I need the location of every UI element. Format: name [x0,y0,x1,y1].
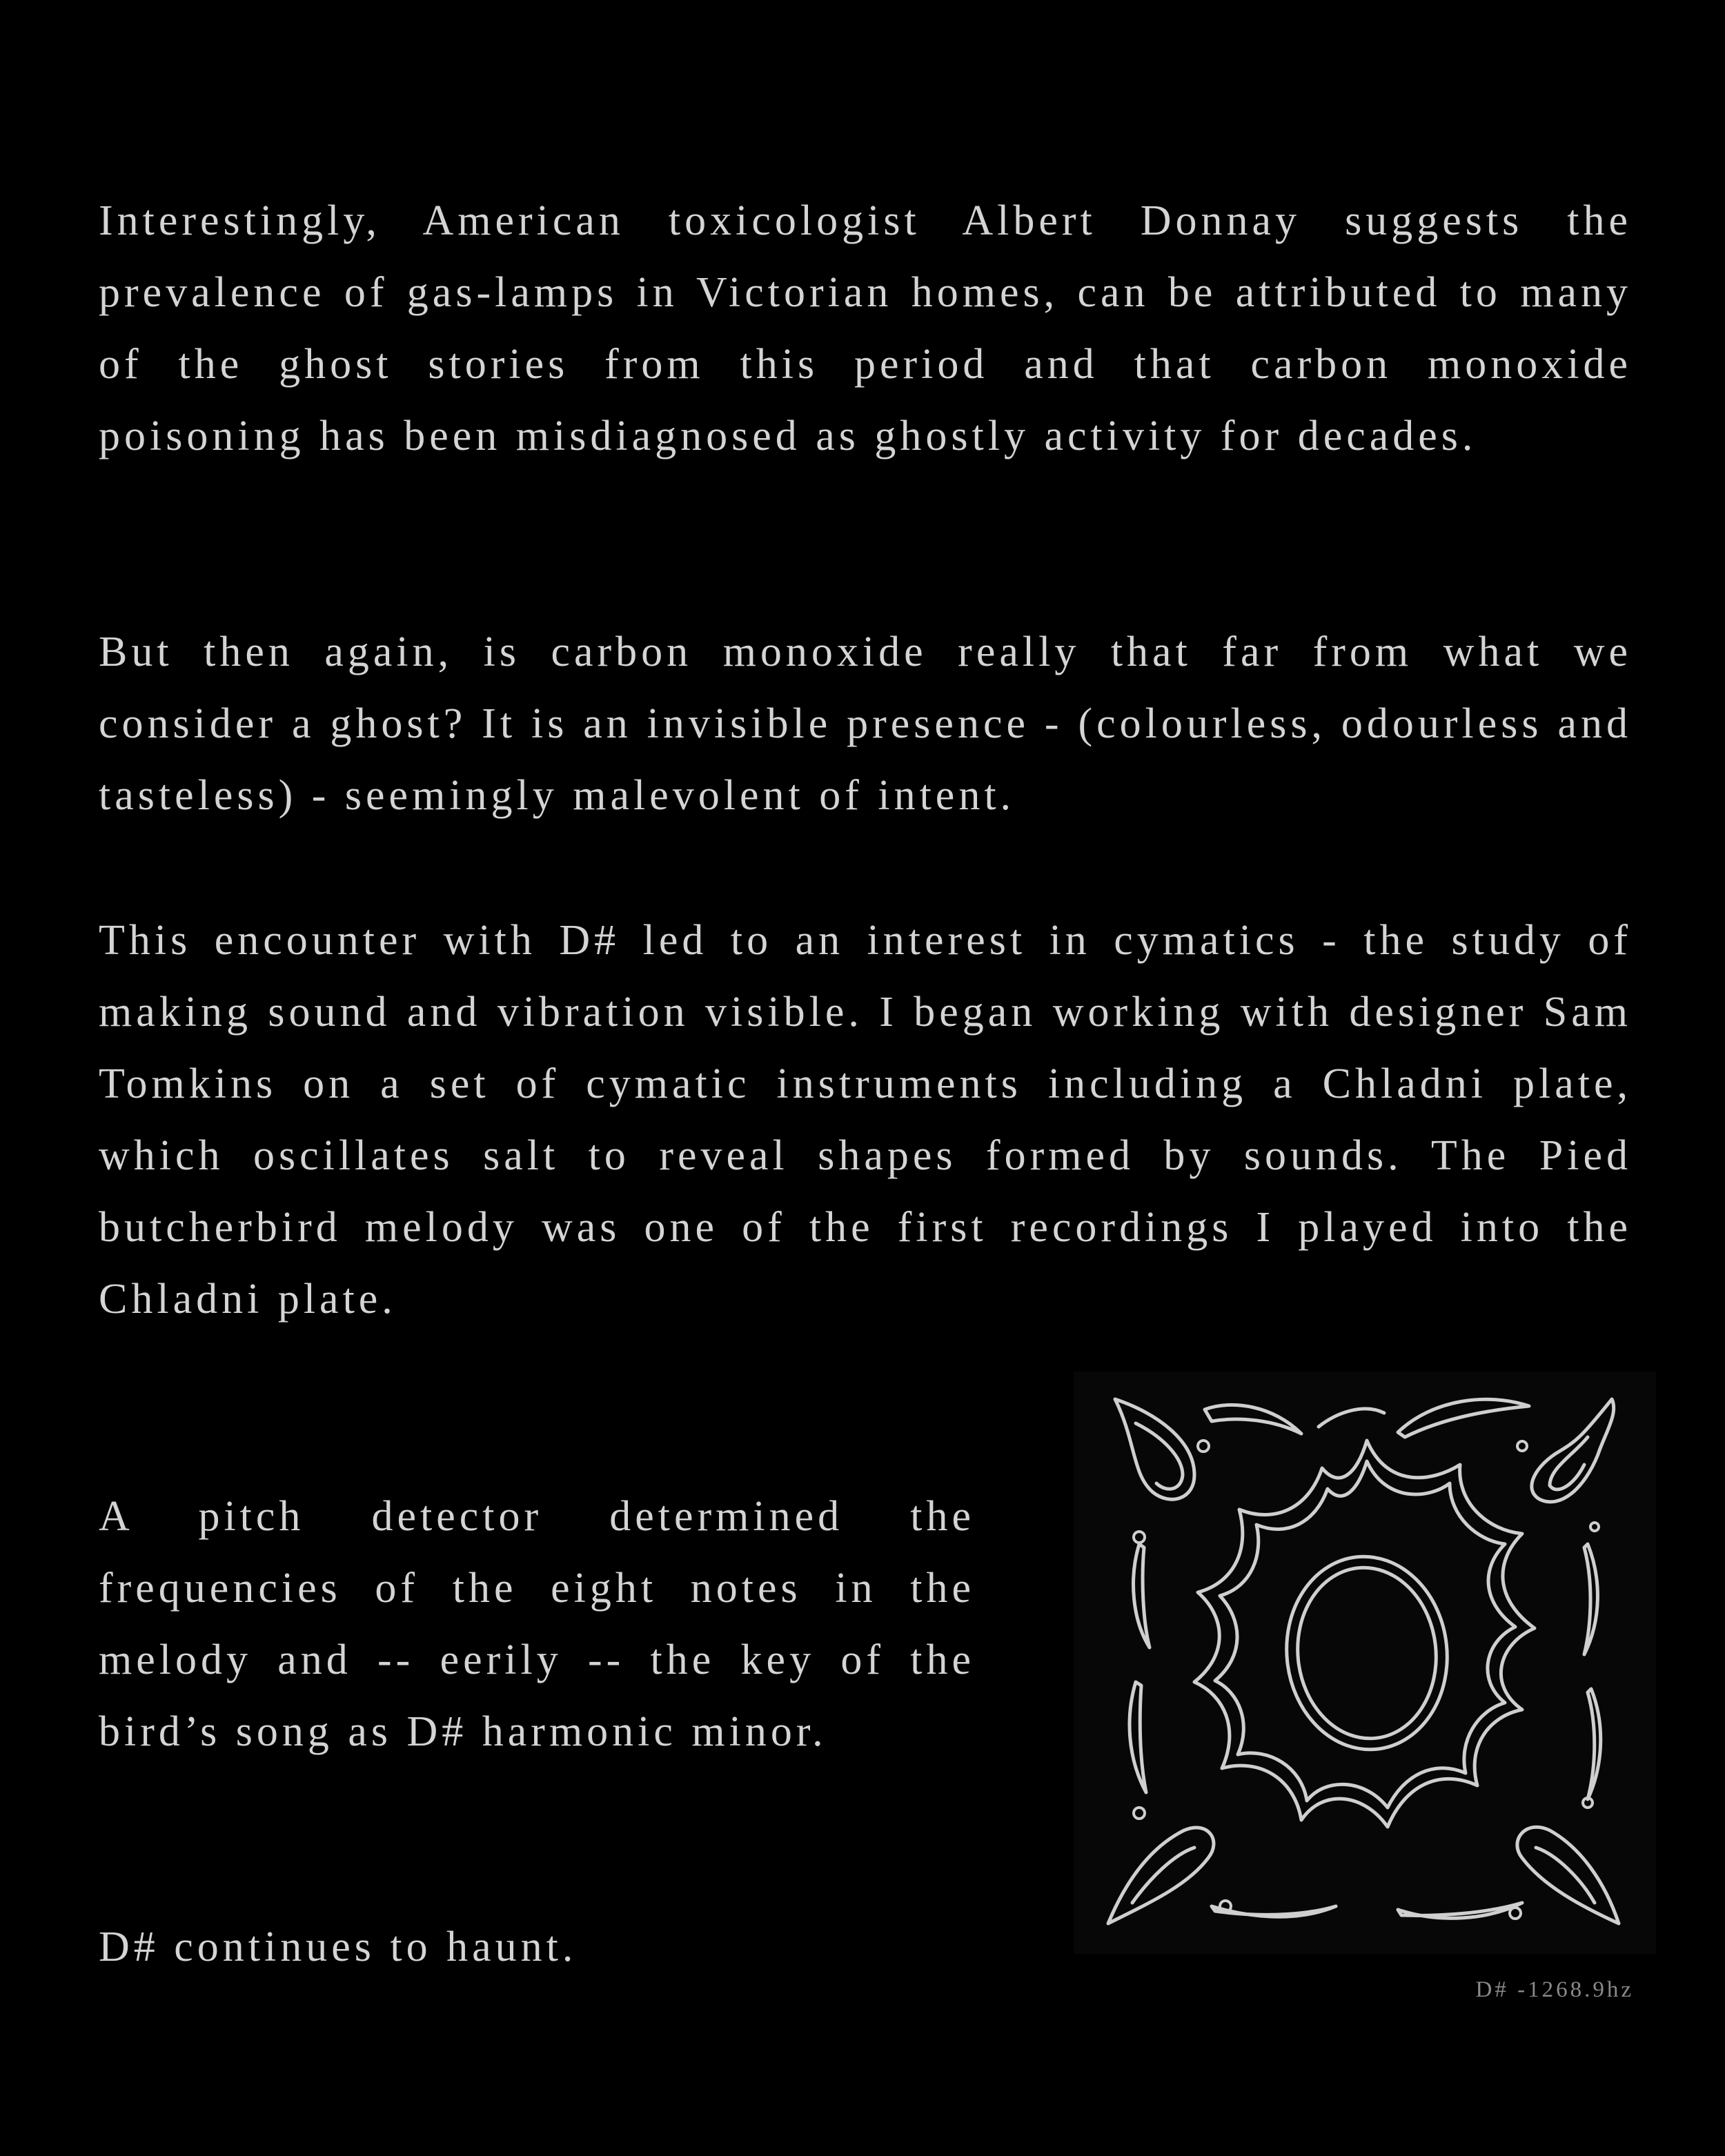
ring-4 [1590,1523,1599,1531]
ring-8 [1510,1908,1521,1919]
figure-caption: D# -1268.9hz [1475,1977,1634,2002]
paragraph-continues-to-haunt: D# continues to haunt. [99,1923,578,1970]
paragraph-pitch-detector: A pitch detector determined the frequencies of the eight notes in the melody and -- eerily -- the key of the bird’s song as D# harmonic minor. [99,1493,975,1755]
teardrop-bottom-right [1517,1827,1619,1923]
bottom-crescent-right [1398,1903,1522,1918]
ring-2 [1517,1441,1527,1451]
central-oval-outer [1277,1549,1457,1758]
ring-3 [1134,1532,1145,1543]
paragraph-gas-lamps: Interestingly, American toxicologist Albert Donnay suggests the prevalence of gas-lamps in Victorian homes, can be attributed to many of the ghost stories from this period and that carbon monoxide poisoning has been misdiagnosed as ghostly activity for decades. [99,197,1632,459]
ring-1 [1198,1441,1209,1452]
central-oval-inner [1290,1561,1445,1745]
left-crescent-upper [1134,1544,1150,1648]
right-crescent-upper [1584,1544,1597,1654]
star-band-outer [1194,1441,1535,1827]
top-crescent-right [1398,1399,1529,1437]
ring-5 [1134,1808,1145,1819]
left-crescent-lower [1130,1682,1146,1792]
chladni-pattern-drawing [1074,1372,1656,1954]
top-crescent-left [1205,1405,1301,1434]
teardrop-top-left [1115,1399,1194,1499]
right-crescent-lower [1588,1689,1601,1799]
teardrop-bottom-left [1108,1828,1214,1923]
top-crescent-center [1319,1409,1384,1427]
chladni-pattern-image [1074,1372,1656,1954]
paragraph-carbon-monoxide: But then again, is carbon monoxide really that far from what we consider a ghost? It is an invisible presence - (colourless, odourless and tasteless) - seemingly malevolent of intent. [99,629,1632,819]
paragraph-cymatics: This encounter with D# led to an interest in cymatics - the study of making sound and vibration visible. I began working with designer Sam Tomkins on a set of cymatic instruments including a Chladni plate, which oscillates salt to reveal shapes formed by sounds. The Pied butcherbird melody was one of the first recordings I played into the Chladni plate. [99,917,1632,1323]
